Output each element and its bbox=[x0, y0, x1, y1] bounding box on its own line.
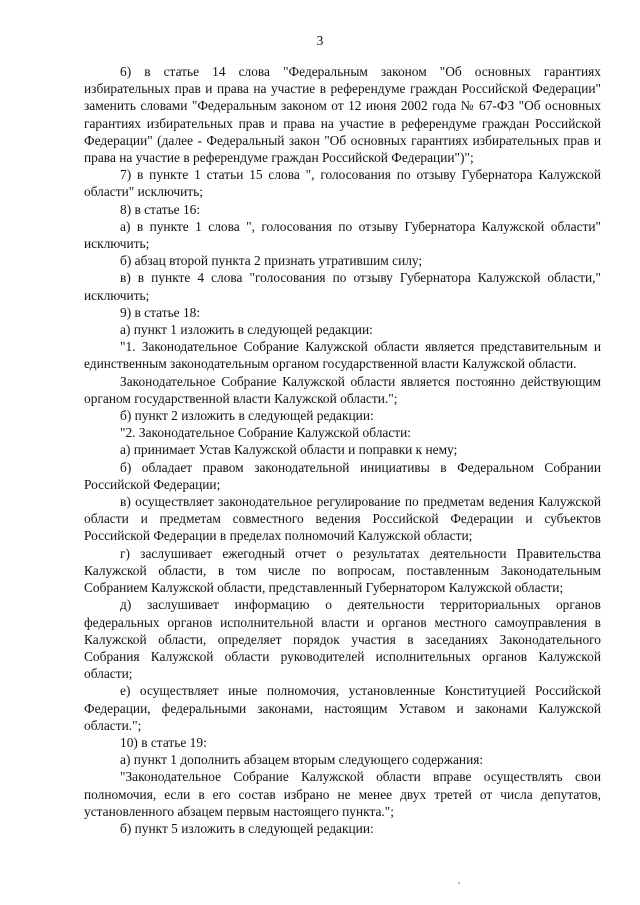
clause-2-item-d: д) заслушивает информацию о деятельности территориальных органов федеральных органов исполнительной власти и органов местного самоуправления в Калужской области, определяет порядок участия в заседаниях Законодательного Собрания Калужской области руководителей исполнительных органов Калужской области; bbox=[84, 597, 601, 682]
clause-2-item-b: б) обладает правом законодательной инициативы в Федеральном Собрании Российской Федерации; bbox=[84, 459, 601, 492]
paragraph-item-9: 9) в статье 18: bbox=[120, 304, 201, 320]
paragraph-item-7: 7) в пункте 1 статьи 15 слова ", голосования по отзыву Губернатора Калужской области" исключить; bbox=[84, 167, 601, 200]
page-number: 3 bbox=[316, 33, 324, 48]
clause-2-item-g: г) заслушивает ежегодный отчет о результатах деятельности Правительства Калужской области, в том числе по вопросам, поставленным Законодательным Собранием Калужской области, представленный Губернатором Калужской области; bbox=[84, 545, 601, 596]
paragraph-subitem-9a: а) пункт 1 изложить в следующей редакции: bbox=[120, 322, 373, 338]
scan-speck bbox=[458, 882, 460, 884]
document-body bbox=[84, 63, 601, 837]
paragraph-subitem-8b: б) абзац второй пункта 2 признать утратившим силу; bbox=[120, 253, 423, 269]
clause-2-item-e: е) осуществляет иные полномочия, установленные Конституцией Российской Федерации, федеральными законами, настоящим Уставом и законами Калужской области."; bbox=[84, 683, 601, 733]
paragraph-subitem-9b: б) пункт 2 изложить в следующей редакции: bbox=[120, 408, 374, 424]
quoted-clause-19-1: "Законодательное Собрание Калужской области вправе осуществлять свои полномочия, если в его состав избрано не менее двух третей от числа депутатов, установленного абзацем первым настоящего пункта."; bbox=[84, 769, 601, 819]
paragraph-item-10: 10) в статье 19: bbox=[120, 734, 207, 750]
paragraph-subitem-8a: а) в пункте 1 слова ", голосования по отзыву Губернатора Калужской области" исключить; bbox=[84, 218, 601, 252]
paragraph-item-8: 8) в статье 16: bbox=[120, 201, 201, 217]
paragraph-item-6: 6) в статье 14 слова "Федеральным законом "Об основных гарантиях избирательных прав и права на участие в референдуме граждан Российской Федерации" заменить словами "Федеральным законом от 12 июня 2002 года № 67-ФЗ "Об основных гарантиях избирательных прав и права на участие в референдуме граждан Российской Федерации" (далее - Федеральный закон "Об основных гарантиях избирательных прав и права на участие в референдуме граждан Российской Федерации")"; bbox=[84, 64, 601, 166]
paragraph-subitem-8v: в) в пункте 4 слова "голосования по отзыву Губернатора Калужской области," исключить; bbox=[84, 270, 601, 303]
quoted-clause-2-intro: "2. Законодательное Собрание Калужской области: bbox=[120, 425, 412, 441]
paragraph-subitem-10a: а) пункт 1 дополнить абзацем вторым следующего содержания: bbox=[120, 752, 484, 768]
quoted-clause-1-first: "1. Законодательное Собрание Калужской области является представительным и единственным законодательным органом государственной власти Калужской области. bbox=[84, 339, 601, 372]
clause-2-item-a: а) принимает Устав Калужской области и поправки к нему; bbox=[120, 442, 458, 458]
paragraph-subitem-10b: б) пункт 5 изложить в следующей редакции: bbox=[120, 820, 374, 836]
quoted-clause-1-second: Законодательное Собрание Калужской области является постоянно действующим органом государственной власти Калужской области."; bbox=[84, 373, 601, 406]
clause-2-item-v: в) осуществляет законодательное регулирование по предметам ведения Калужской области и предметам совместного ведения Российской Федерации и субъектов Российской Федерации в пределах полномочий Калужской области; bbox=[84, 494, 601, 544]
